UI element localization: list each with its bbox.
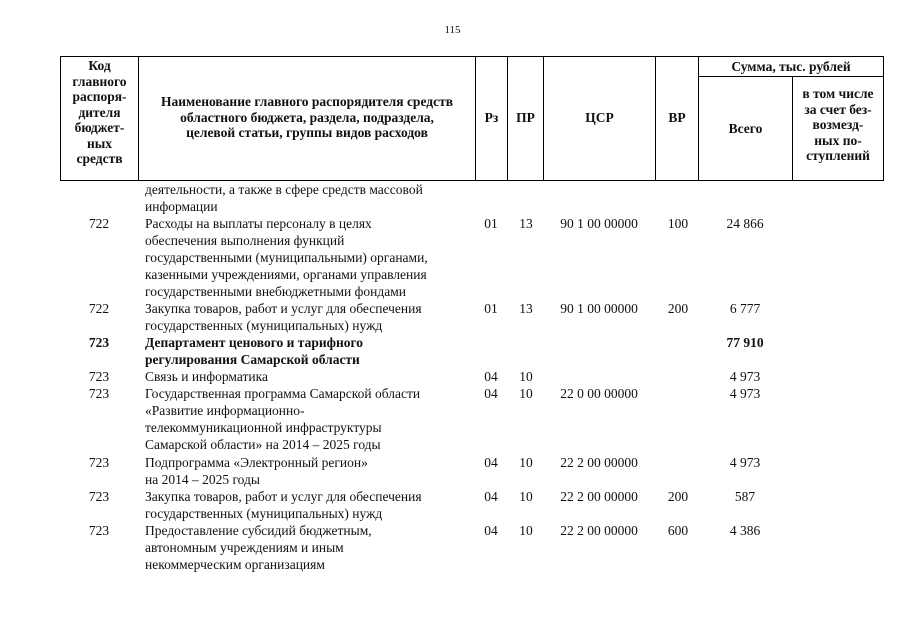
row-rz: 04 (484, 455, 498, 470)
row-vr: 100 (667, 216, 689, 231)
row-code: 723 (88, 369, 110, 384)
row-total: 4 973 (729, 455, 761, 470)
row-pr: 10 (519, 523, 533, 538)
row-code: 722 (88, 301, 110, 316)
row-rz: 04 (484, 523, 498, 538)
row-name: Расходы на выплаты персоналу в целях обеспечения выполнения функций государственными (муниципальными) органами, казенными учреждениями, органами управления государственными внебюджетными фондами (145, 216, 428, 299)
row-csr: 22 2 00 00000 (560, 523, 638, 538)
header-gratuitous: в том числе за счет без- возмезд- ных по- ступлений (802, 86, 874, 163)
row-pr: 10 (519, 455, 533, 470)
row-vr: 200 (667, 489, 689, 504)
row-name: Подпрограмма «Электронный регион» на 2014 – 2025 годы (145, 455, 368, 487)
row-total: 4 973 (729, 386, 761, 401)
row-csr: 22 2 00 00000 (560, 455, 638, 470)
row-rz: 04 (484, 369, 498, 384)
row-name: Департамент ценового и тарифного регулирования Самарской области (145, 335, 364, 367)
row-total: 77 910 (726, 335, 764, 350)
page-number: 115 (444, 24, 461, 36)
row-name: Предоставление субсидий бюджетным, автономным учреждениям и иным некоммерческим организациям (145, 523, 372, 572)
header-vr: ВР (668, 110, 686, 125)
row-total: 4 386 (729, 523, 761, 538)
row-name: Связь и информатика (145, 369, 268, 384)
row-vr: 600 (667, 523, 689, 538)
row-csr: 22 2 00 00000 (560, 489, 638, 504)
row-total: 4 973 (729, 369, 761, 384)
header-sum: Сумма, тыс. рублей (731, 59, 851, 74)
row-pr: 10 (519, 386, 533, 401)
row-total: 587 (734, 489, 756, 504)
row-csr: 90 1 00 00000 (560, 301, 638, 316)
row-csr: 90 1 00 00000 (560, 216, 638, 231)
row-rz: 01 (484, 301, 498, 316)
row-pr: 10 (519, 489, 533, 504)
row-total: 24 866 (726, 216, 764, 231)
row-code: 723 (88, 386, 110, 401)
row-total: 6 777 (729, 301, 761, 316)
row-name: Закупка товаров, работ и услуг для обеспечения государственных (муниципальных) нужд (145, 301, 422, 333)
row-pr: 13 (519, 216, 533, 231)
row-code: 722 (88, 216, 110, 231)
row-code: 723 (88, 523, 110, 538)
header-pr: ПР (516, 110, 535, 125)
row-rz: 01 (484, 216, 498, 231)
header-code: Код главного распоря- дителя бюджет- ных средств (72, 58, 127, 166)
row-pr: 10 (519, 369, 533, 384)
row-name: деятельности, а также в сфере средств массовой информации (145, 182, 423, 214)
header-csr: ЦСР (585, 110, 614, 125)
row-csr: 22 0 00 00000 (560, 386, 638, 401)
row-rz: 04 (484, 386, 498, 401)
row-vr: 200 (667, 301, 689, 316)
row-name: Закупка товаров, работ и услуг для обеспечения государственных (муниципальных) нужд (145, 489, 422, 521)
header-name: Наименование главного распорядителя средств областного бюджета, раздела, подраздела, целевой статьи, группы видов расходов (160, 94, 453, 140)
row-pr: 13 (519, 301, 533, 316)
row-code: 723 (88, 489, 110, 504)
row-code: 723 (88, 335, 110, 350)
row-rz: 04 (484, 489, 498, 504)
row-name: Государственная программа Самарской области «Развитие информационно- телекоммуникационной инфраструктуры Самарской области» на 2014 – 2025 годы (145, 386, 421, 452)
row-code: 723 (88, 455, 110, 470)
header-total: Всего (728, 121, 763, 136)
header-rz: Рз (484, 110, 499, 125)
